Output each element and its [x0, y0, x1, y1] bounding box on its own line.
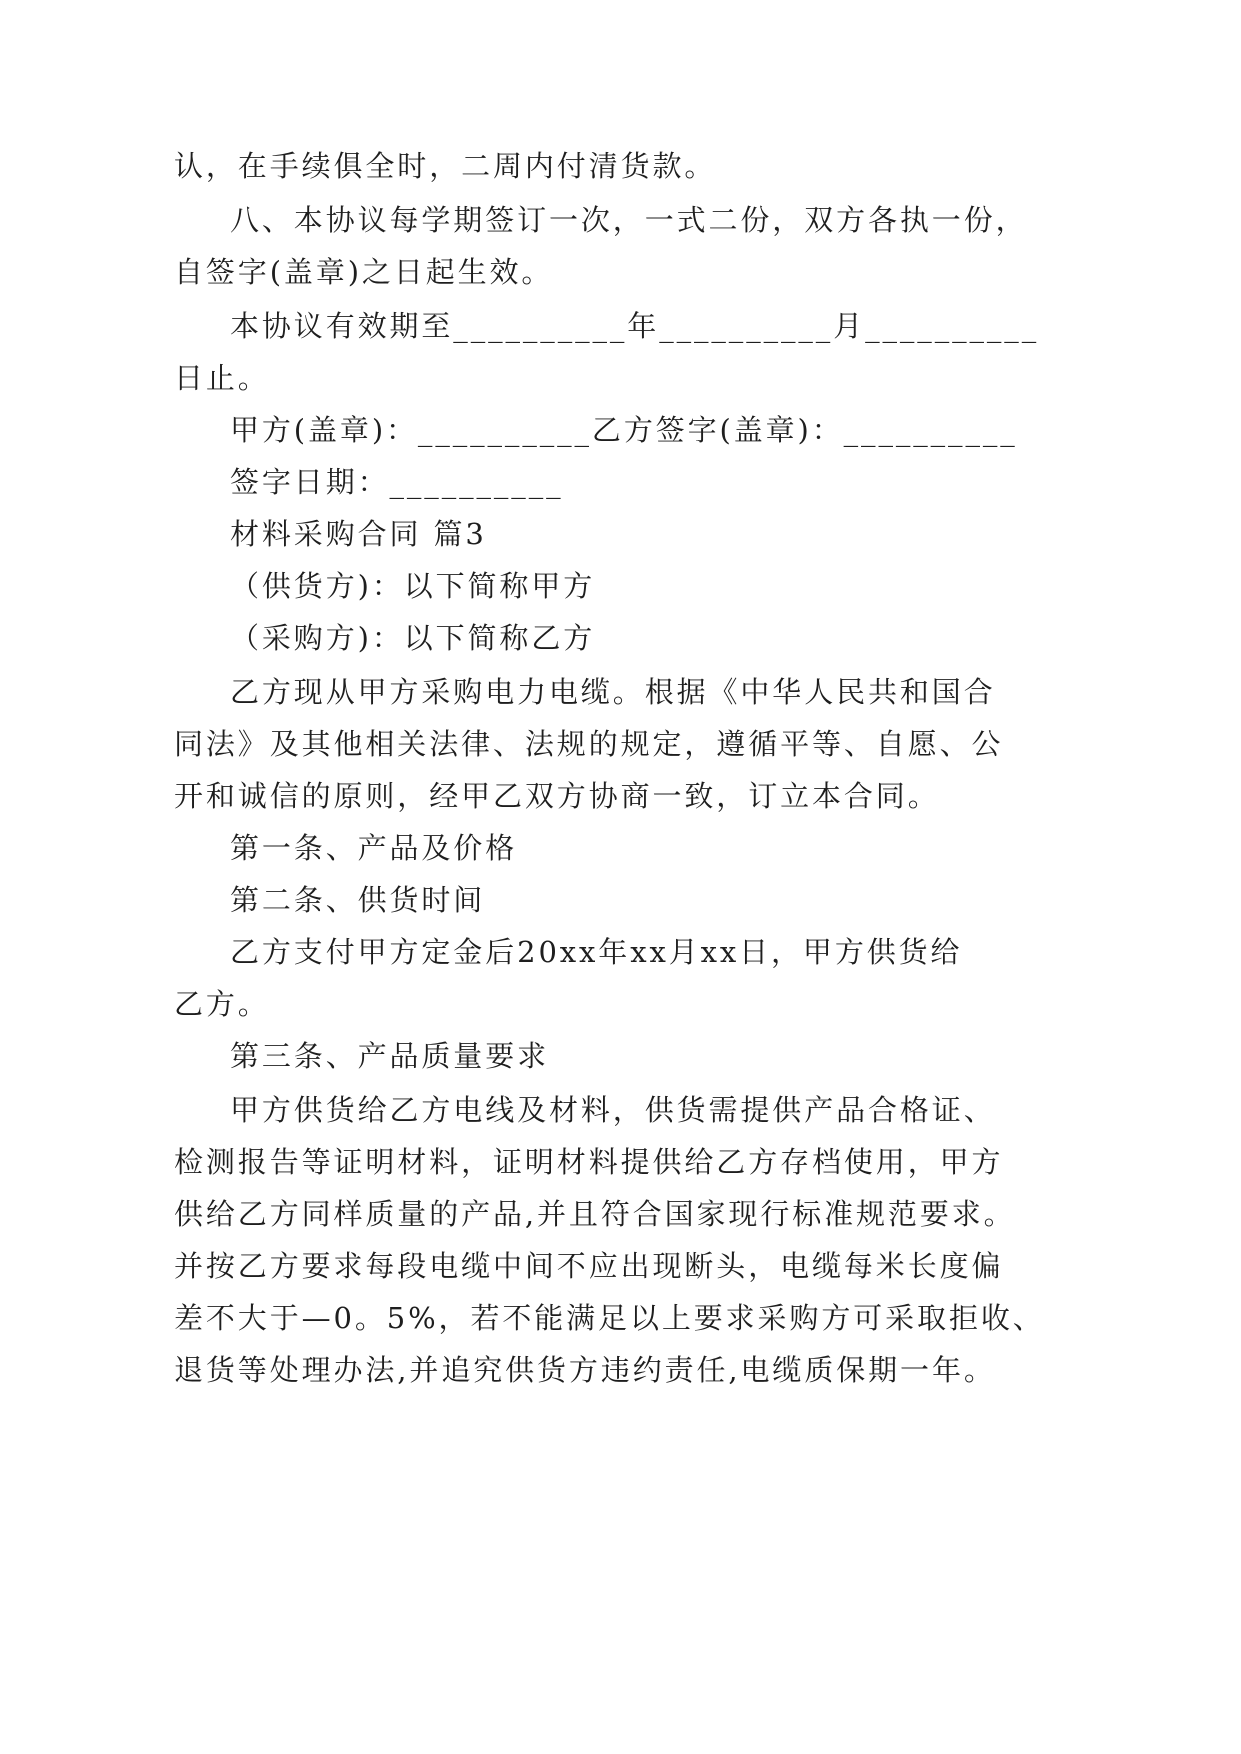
text-line: 开和诚信的原则，经甲乙双方协商一致，订立本合同。: [174, 779, 940, 813]
text-line: 甲方(盖章)：__________乙方签字(盖章)：__________: [230, 413, 1018, 447]
text-line: 乙方支付甲方定金后20xx年xx月xx日，甲方供货给: [230, 935, 963, 969]
text-line: 供给乙方同样质量的产品,并且符合国家现行标准规范要求。: [174, 1197, 1016, 1231]
clause-heading: 第一条、产品及价格: [230, 831, 518, 865]
text-line: 检测报告等证明材料，证明材料提供给乙方存档使用，甲方: [174, 1145, 1004, 1179]
section-heading: 材料采购合同 篇3: [230, 517, 487, 551]
text-line: 乙方。: [174, 987, 270, 1021]
text-line: 退货等处理办法,并追究供货方违约责任,电缆质保期一年。: [174, 1353, 996, 1387]
text-line: 本协议有效期至__________年__________月__________: [230, 309, 1040, 343]
text-line: （供货方)：以下简称甲方: [230, 569, 596, 603]
text-line: 乙方现从甲方采购电力电缆。根据《中华人民共和国合: [230, 675, 996, 709]
clause-heading: 第三条、产品质量要求: [230, 1039, 550, 1073]
text-line: 差不大于—0。5%，若不能满足以上要求采购方可采取拒收、: [174, 1301, 1045, 1335]
text-line: 签字日期：__________: [230, 465, 564, 499]
text-line: 甲方供货给乙方电线及材料，供货需提供产品合格证、: [230, 1093, 996, 1127]
text-line: 并按乙方要求每段电缆中间不应出现断头，电缆每米长度偏: [174, 1249, 1004, 1283]
text-line: 八、本协议每学期签订一次，一式二份，双方各执一份，: [230, 203, 1028, 237]
text-line: 同法》及其他相关法律、法规的规定，遵循平等、自愿、公: [174, 727, 1004, 761]
text-line: 日止。: [174, 361, 270, 395]
text-line: 自签字(盖章)之日起生效。: [174, 255, 554, 289]
text-line: 认，在手续俱全时，二周内付清货款。: [174, 149, 717, 183]
text-line: （采购方)：以下简称乙方: [230, 621, 596, 655]
clause-heading: 第二条、供货时间: [230, 883, 486, 917]
